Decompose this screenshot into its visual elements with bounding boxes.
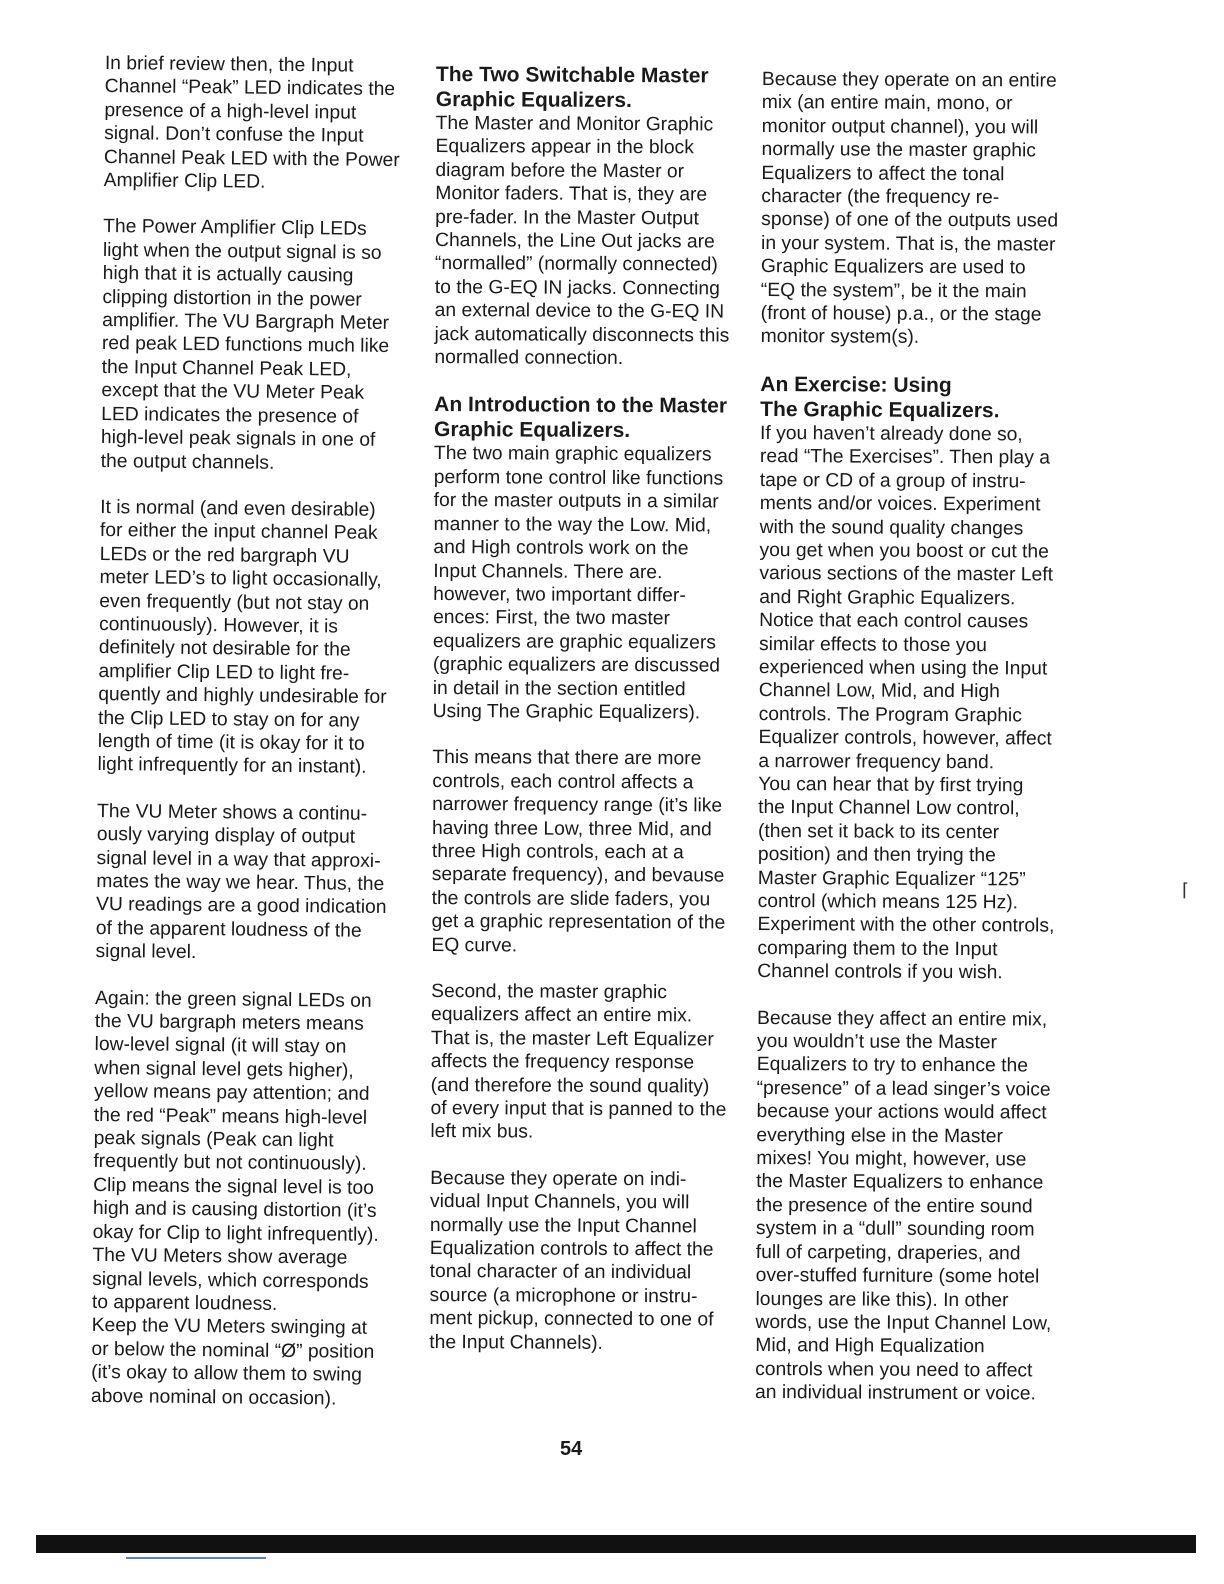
middle-column [429,62,766,1379]
heading-switchable-equalizers: The Two Switchable Master Graphic Equalizers. [435,62,709,113]
paragraph-affect-entire-mix: Because they affect an entire mix, you wouldn’t use the Master Equalizers to try to enhance the “presence” of a lead singer’s voice because your actions would affect everything else in the Master mixes! You might, however, use the Master Equalizers to enhance the presence of the entire sound system in a “dull” sounding room full of carpeting, draperies, and over-stuffed furniture (some hotel lounges are like this). In other words, use the Input Channel Low, Mid, and High Equalization controls when you need to affect an individual instrument or voice. [755,1007,1052,1405]
paragraph-master-monitor: The Master and Monitor Graphic Equalizers appear in the block diagram before the Master or Monitor faders. That is, they are pre-fader. In the Master Output Channels, the Line Out jacks are “normalled” (normally connected) to the G-EQ IN jacks. Connecting an external device to the G-EQ IN jack automatically disconnects this normalled connection. [434,112,730,370]
scan-speck: ⌈ [1182,880,1190,900]
heading-exercise: An Exercise: Using The Graphic Equalizers. [760,372,1000,423]
paragraph-again: Again: the green signal LEDs on the VU bargraph meters means low-level signal (it will stay on when signal level gets higher), yellow means pay attention; and the red “Peak” means high-level peak signals (Peak can light frequently but not continuously). Clip means the signal level is too high and is causing distortion (it’s okay for Clip to light infrequently). The VU Meters show average signal levels, which corresponds to apparent loudness. Keep the VU Meters swinging at or below the nominal “Ø” position (it’s okay to allow them to swing above nominal on occasion). [90,987,379,1410]
right-column [755,68,1107,1429]
paragraph-entire-mix: Because they operate on an entire mix (an entire main, mono, or monitor output channel), you will normally use the master graphic Equalizers to affect the tonal character (the frequency re- sponse) of one of the outputs used in your system. That is, the master Graphic Equalizers are used to “EQ the system”, be it the main (front of house) p.a., or the stage monitor system(s). [760,68,1059,349]
paragraph-exercise: If you haven’t already done so, read “The Exercises”. Then play a tape or CD of a group of instru- ments and/or voices. Experiment with the sound quality changes you get when you boost or cut the various sections of the master Left and Right Graphic Equalizers. Notice that each control causes similar effects to those you experienced when using the Input Channel Low, Mid, and High controls. The Program Graphic Equalizer controls, however, affect a narrower frequency band. You can hear that by first trying the Input Channel Low control, (then set it back to its center position) and then trying the Master Graphic Equalizer “125” control (which means 125 Hz). Experiment with the other controls, comparing them to the Input Channel controls if you wish. [757,422,1055,984]
paragraph-review: In brief review then, the Input Channel “Peak” LED indicates the presence of a high-level input signal. Don’t confuse the Input Channel Peak LED with the Power Amplifier Clip LED. [103,52,400,193]
blue-underline [126,1557,266,1559]
paragraph-vu-meter: The VU Meter shows a continu- ously varying display of output signal level in a way that approxi- mates the way we hear. Thus, the VU readings are a good indication of the apparent loudness of the signal level. [95,800,387,964]
paragraph-second: Second, the master graphic equalizers affect an entire mix. That is, the master Left Equalizer affects the frequency response (and therefore the sound quality) of every input that is panned to the left mix bus. [430,980,727,1143]
paragraph-individual-channels: Because they operate on indi- vidual Input Channels, you will normally use the Input Channel Equalization controls to affect the tonal character of an individual source (a microphone or instru- ment pickup, connected to one of the Input Channels). [429,1167,714,1354]
left-column [91,52,440,1434]
paragraph-normal-peak: It is normal (and even desirable) for either the input channel Peak LEDs or the red bargraph VU meter LED’s to light occasionally, even frequently (but not stay on continuously). However, it is definitely not desirable for the amplifier Clip LED to light fre- quently and highly undesirable for the Clip LED to stay on for any length of time (it is okay for it to light infrequently for an instant). [97,496,387,779]
page-number: 54 [560,1438,583,1460]
paragraph-clip-leds: The Power Amplifier Clip LEDs light when the output signal is so high that it is actually causing clipping distortion in the power amplifier. The VU Bargraph Meter red peak LED functions much like the Input Channel Peak LED, except that the VU Meter Peak LED indicates the presence of high-level peak signals in one of the output channels. [100,216,390,474]
bottom-rule [36,1535,1196,1553]
paragraph-two-main: The two main graphic equalizers perform tone control like functions for the master outputs in a similar manner to the way the Low. Mid, and High controls work on the Input Channels. There are. however, two important differ- ences: First, the two master equalizers are graphic equalizers (graphic equalizers are discussed in detail in the section entitled Using The Graphic Equalizers). [432,443,724,724]
heading-introduction: An Introduction to the Master Graphic Equalizers. [434,393,728,443]
paragraph-more-controls: This means that there are more controls, each control affects a narrower frequency range (it’s like having three Low, three Mid, and three High controls, each at a separate frequency), and bevause the controls are slide faders, you get a graphic representation of the EQ curve. [431,747,726,957]
